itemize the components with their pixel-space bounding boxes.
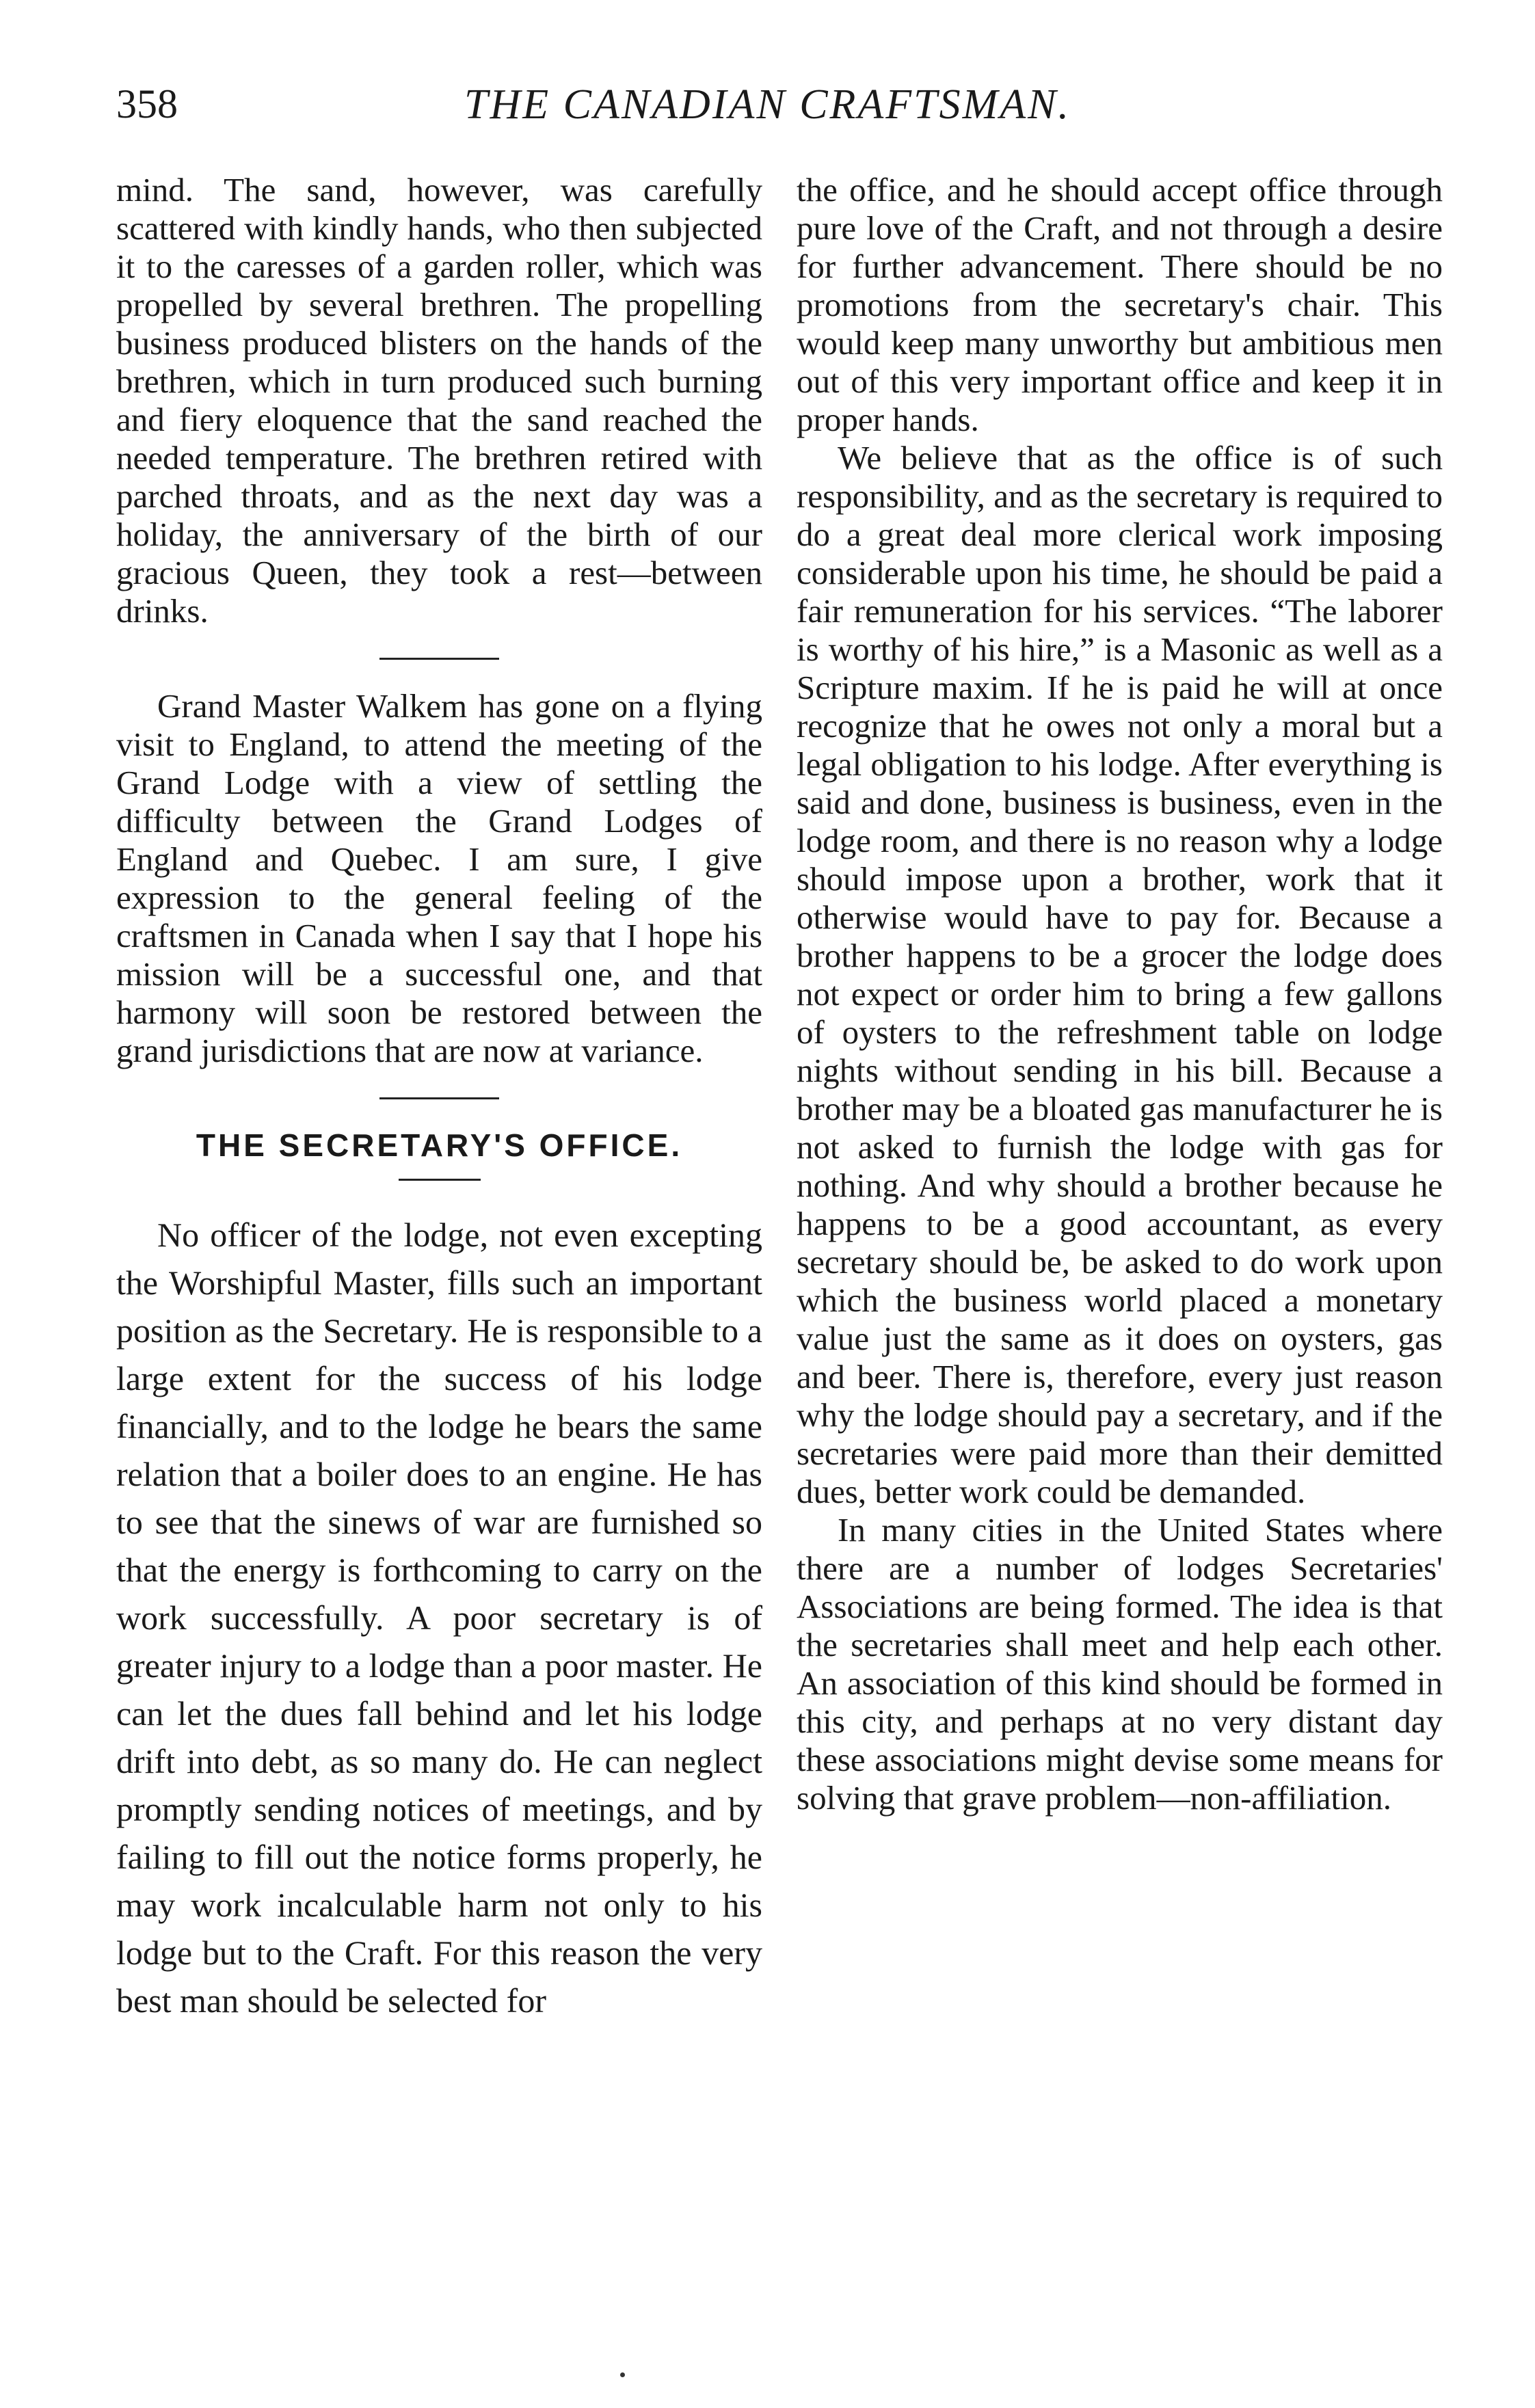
paragraph: No officer of the lodge, not even excepting the Worshipful Master, fills such an important position as the Secretary. He is responsible to a large extent for the success of his lodge financially, and to the lodge he bears the same relation that a boiler does to an engine. He has to see that the sinews of war are furnished so that the energy is forthcoming to carry on the work successfully. A poor secretary is of greater injury to a lodge than a poor master. He can let the dues fall behind and let his lodge drift into debt, as so many do. He can neglect promptly sending notices of meetings, and by failing to fill out the notice forms properly, he may work incalculable harm not only to his lodge but to the Craft. For this reason the very best man should be selected for	[116, 1216, 762, 2020]
divider	[379, 1097, 499, 1099]
paragraph: In many cities in the United States where there are a number of lodges Secretaries' Associations are being formed. The idea is that the secretaries shall meet and help each other. An association of this kind should be formed in this city, and perhaps at no very distant day these associations might devise some means for solving that grave problem—non-affiliation.	[797, 1511, 1443, 1817]
paragraph: Grand Master Walkem has gone on a flying visit to England, to attend the meeting of the Grand Lodge with a view of settling the difficulty between the Grand Lodges of England and Quebec. I am sure, I give expression to the general feeling of the craftsmen in Canada when I say that I hope his mission will be a successful one, and that harmony will soon be restored between the grand jurisdictions that are now at variance.	[116, 687, 762, 1069]
page-number: 358	[116, 81, 178, 126]
divider	[379, 658, 499, 660]
page-header	[0, 81, 1535, 135]
right-column	[797, 171, 1443, 1817]
running-title: THE CANADIAN CRAFTSMAN.	[464, 81, 1071, 128]
paragraph: mind. The sand, however, was carefully scattered with kindly hands, who then subjected it to the caresses of a garden roller, which was propelled by several brethren. The propelling business produced blisters on the hands of the brethren, which in turn produced such burning and fiery eloquence that the sand reached the needed temperature. The brethren retired with parched throats, and as the next day was a holiday, the anniversary of the birth of our gracious Queen, they took a rest—between drinks.	[116, 171, 762, 630]
ink-dot	[620, 2372, 625, 2377]
paragraph: the office, and he should accept office through pure love of the Craft, and not through a desire for further advancement. There should be no promotions from the secretary's chair. This would keep many unworthy but ambitious men out of this very important office and keep it in proper hands.	[797, 171, 1443, 438]
divider	[399, 1179, 481, 1181]
section-heading: THE SECRETARY'S OFFICE.	[196, 1127, 683, 1163]
paragraph: We believe that as the office is of such responsibility, and as the secretary is required to do a great deal more clerical work imposing considerable upon his time, he should be paid a fair remuneration for his services. “The laborer is worthy of his hire,” is a Masonic as well as a Scripture maxim. If he is paid he will at once recognize that he owes not only a moral but a legal obligation to his lodge. After everything is said and done, business is business, even in the lodge room, and there is no reason why a lodge should impose upon a brother, work that it otherwise would have to pay for. Because a brother happens to be a grocer the lodge does not expect or order him to bring a few gallons of oysters to the refreshment table on lodge nights without sending in his bill. Because a brother may be a bloated gas manufacturer he is not asked to furnish the lodge with gas for nothing. And why should a brother because he happens to be a good accountant, as every secretary should be, be asked to do work upon which the business world placed a monetary value just the same as it does on oysters, gas and beer. There is, therefore, every just reason why the lodge should pay a secretary, and if the secretaries were paid more than their demitted dues, better work could be demanded.	[797, 439, 1443, 1510]
left-column	[116, 171, 762, 2024]
